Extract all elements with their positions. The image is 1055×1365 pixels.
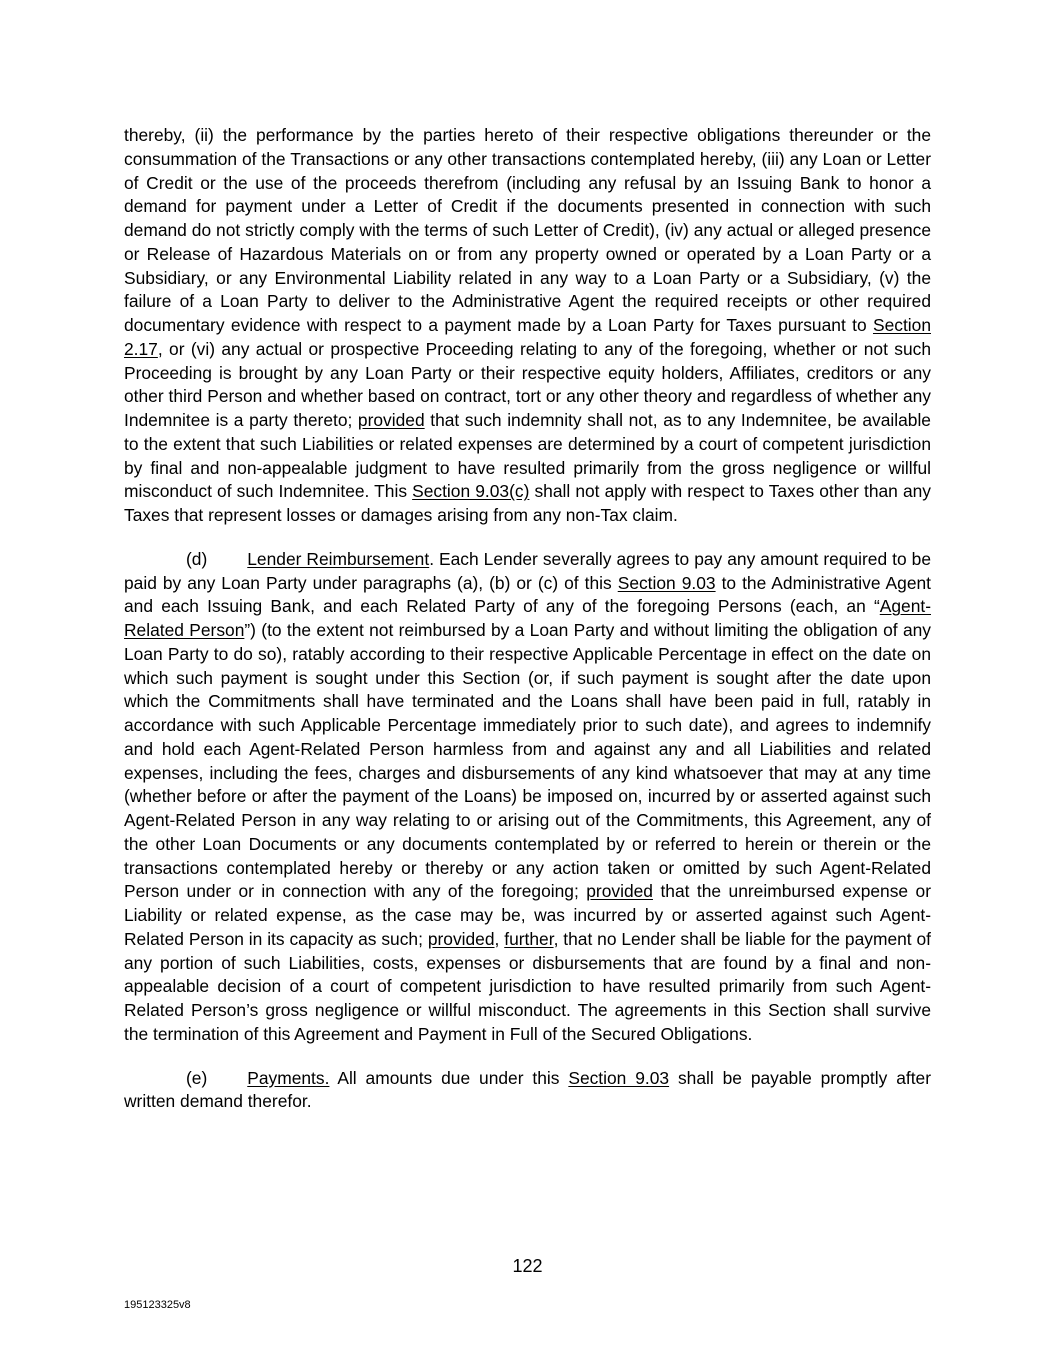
page-number: 122 — [512, 1256, 543, 1276]
text-run: to the Administrative Agent and each Issuing Bank, and each Related Party of any of the foregoing Persons (each, an “ — [124, 572, 932, 617]
document-id: 195123325v8 — [124, 1299, 191, 1311]
defined-term: Agent-Related Person — [124, 596, 931, 640]
paragraph-heading: Lender Reimbursement — [247, 548, 430, 569]
section-reference: Section 9.03(c) — [412, 481, 530, 502]
text-run: thereby, (ii) the performance by the parties hereto of their respective obligations thereunder or the consummation of the Transactions or any other transactions contemplated hereby, (iii) any Loan or Letter of Credit or the use of the proceeds therefrom (including any refusal by an Issuing Bank to honor a demand for payment under a Letter of Credit if the documents presented in connection with such demand do not strictly comply with the terms of such Letter of Credit), (iv) any actual or alleged presence or Release of Hazardous Materials on or from any property owned or operated by a Loan Party or a Subsidiary, or any Environmental Liability related in any way to a Loan Party or a Subsidiary, (v) the failure of a Loan Party to deliver to the Administrative Agent the required receipts or other required documentary evidence with respect to a payment made by a Loan Party for Taxes pursuant to — [124, 125, 931, 335]
provided-term: provided — [427, 928, 495, 949]
paragraph-c-continuation — [124, 124, 931, 528]
provided-term: provided — [586, 881, 653, 902]
paragraph-d — [124, 548, 931, 1047]
section-reference: Section 9.03 — [617, 572, 716, 593]
text-run: shall not apply with respect to Taxes other than any Taxes that represent losses or damages arising from any non-Tax claim. — [124, 481, 931, 525]
section-reference: Section 9.03 — [568, 1067, 670, 1088]
text-run: , or (vi) any actual or prospective Proceeding relating to any of the foregoing, whether or not such Proceeding is brought by any Loan Party or their respective equity holders, Affiliates, creditors or any other third Person and whether based on contract, tort or any other theory and regardless of whether any Indemnitee is a party thereto; — [124, 338, 931, 430]
paragraph-e — [124, 1067, 931, 1115]
section-reference: Section 2.17 — [124, 315, 931, 359]
text-run: that such indemnity shall not, as to any Indemnitee, be available to the extent that such Liabilities or related expenses are determined by a court of competent jurisdiction by final and non-appealable judgment to have resulted primarily from the gross negligence or willful misconduct of such Indemnitee. This — [124, 410, 931, 502]
paragraph-label: (e) — [186, 1067, 208, 1088]
text-run: . Each Lender severally agrees to pay any amount required to be paid by any Loan Party under paragraphs (a), (b) or (c) of this — [124, 548, 931, 593]
text-run: that the unreimbursed expense or Liability or related expense, as the case may be, was incurred by or asserted against such Agent-Related Person in its capacity as such; — [124, 881, 931, 949]
paragraph-label: (d) — [186, 548, 208, 569]
further-term: further — [504, 928, 554, 949]
document-body — [124, 124, 931, 1114]
paragraph-heading: Payments. — [247, 1067, 330, 1088]
text-run: All amounts due under this — [329, 1067, 569, 1088]
text-run: , that no Lender shall be liable for the payment of any portion of such Liabilities, costs, expenses or disbursements that are found by a final and non-appealable decision of a court of competent jurisdiction to have resulted primarily from such Agent-Related Person’s gross negligence or willful misconduct. The agreements in this Section shall survive the termination of this Agreement and Payment in Full of the Secured Obligations. — [124, 928, 932, 1044]
provided-term: provided — [357, 410, 425, 430]
text-run: shall be payable promptly after written demand therefor. — [124, 1067, 931, 1112]
text-run: , — [494, 928, 505, 949]
text-run: ”) (to the extent not reimbursed by a Loan Party and without limiting the obligation of any Loan Party to do so), ratably according to their respective Applicable Percentage in effect on the date on which such payment is sought under this Section (or, if such payment is sought after the date upon which the Commitments shall have terminated and the Loans shall have been paid in full, ratably in accordance with such Applicable Percentage immediately prior to such date), and agrees to indemnify and hold each Agent-Related Person harmless from and against any and all Liabilities and related expenses, including the fees, charges and disbursements of any kind whatsoever that may at any time (whether before or after the payment of the Loans) be imposed on, incurred by or asserted against such Agent-Related Person in any way relating to or arising out of the Commitments, this Agreement, any of the other Loan Documents or any documents contemplated by or referred to herein or therein or the transactions contemplated hereby or thereby or any action taken or omitted by such Agent-Related Person under or in connection with any of the foregoing; — [124, 620, 931, 902]
